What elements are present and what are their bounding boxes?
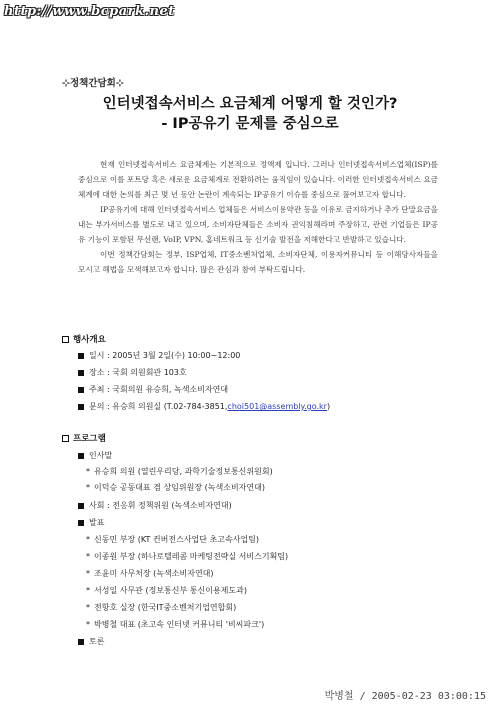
asterisk-icon: * (86, 552, 90, 561)
presenter-5-text: 전항호 실장 (한국IT중소벤처기업연합회) (94, 603, 237, 612)
greeting-speaker-1 (86, 466, 273, 477)
event-contact (78, 401, 330, 412)
square-bullet-icon (78, 387, 84, 393)
presenter-2 (86, 551, 288, 562)
square-bullet-icon (78, 404, 84, 410)
presenter-1-text: 신동민 부장 (KT 컨버전스사업단 초고속사업팀) (94, 535, 260, 544)
presenter-3-text: 조윤미 사무처장 (녹색소비자연대) (94, 569, 214, 578)
event-place-text: 장소 : 국회 의원회관 103호 (89, 368, 187, 377)
contact-suffix: ) (326, 402, 331, 411)
program-presentation (78, 517, 104, 528)
asterisk-icon: * (86, 603, 90, 612)
greeting-speaker-2-text: 이덕승 공동대표 겸 상임위원장 (녹색소비자연대) (94, 483, 265, 492)
presentation-label: 발표 (89, 518, 105, 527)
event-date-text: 일시 : 2005년 3월 2일(수) 10:00~12:00 (89, 351, 241, 360)
asterisk-icon: * (86, 483, 90, 492)
document-title: 인터넷접속서비스 요금체계 어떻게 할 것인가? (102, 96, 398, 112)
moderator-text: 사회 : 전응휘 정책위원 (녹색소비자연대) (89, 501, 232, 510)
asterisk-icon: * (86, 586, 90, 595)
greeting-label: 인사말 (89, 451, 113, 460)
event-section-heading (62, 333, 106, 345)
footer-author-timestamp: 박병철 / 2005-02-23 03:00:15 (324, 691, 486, 702)
event-place (78, 367, 187, 378)
asterisk-icon: * (86, 569, 90, 578)
event-heading-label: 행사개요 (73, 335, 106, 345)
program-moderator (78, 500, 232, 511)
presenter-6 (86, 619, 264, 630)
document-subtitle: - IP공유기 문제를 중심으로 (161, 116, 339, 132)
program-heading-label: 프로그램 (73, 434, 106, 444)
event-date (78, 350, 240, 361)
square-bullet-icon (78, 639, 84, 645)
square-bullet-icon (78, 503, 84, 509)
contact-prefix: 문의 : 유승희 의원실 (T.02-784-3851, (89, 402, 228, 411)
greeting-speaker-2 (86, 482, 265, 493)
discussion-label: 토론 (89, 637, 105, 646)
site-watermark: http://www.bcpark.net (4, 4, 175, 19)
asterisk-icon: * (86, 620, 90, 629)
checkbox-icon (62, 336, 69, 343)
program-section-heading (62, 432, 106, 444)
asterisk-icon: * (86, 535, 90, 544)
program-greeting (78, 450, 112, 461)
presenter-5 (86, 602, 236, 613)
presenter-4-text: 서성일 사무관 (정보통신부 통신이용제도과) (94, 586, 247, 595)
program-discussion (78, 636, 104, 647)
asterisk-icon: * (86, 467, 90, 476)
square-bullet-icon (78, 353, 84, 359)
intro-paragraph-1: 현재 인터넷접속서비스 요금체계는 기본적으로 정액제 입니다. 그러나 인터넷접속서비스업체(ISP)를 중심으로 이를 포트당 혹은 새로운 요금체계로 전환하려는 움직임이 있습니다. 이러한 인터넷접속서비스 요금체계에 대한 논의를 최근 몇 년 동안 논란이 계속되는 IP공유기 이슈를 중심으로 풀어보고자 합니다. (78, 160, 438, 199)
intro-paragraph-2: IP공유기에 대해 인터넷접속서비스 업체들은 서비스이용약관 등을 이유로 금지하거나 추가 단말요금을 내는 부가서비스를 별도로 내고 있으며, 소비자단체들은 소비자 권익침해라며 주장하고, 관련 기업들은 IP공유 기능이 포함된 무선랜, VoIP, VPN, 홈네트워크 등 신기술 발전을 저해한다고 반발하고 있습니다. (78, 205, 438, 244)
event-host-text: 주최 : 국회의원 유승희, 녹색소비자연대 (89, 385, 229, 394)
contact-email-link[interactable]: choi501@assembly.go.kr (227, 402, 327, 411)
square-bullet-icon (78, 370, 84, 376)
square-bullet-icon (78, 520, 84, 526)
intro-paragraph-3: 이번 정책간담회는 정부, ISP업체, IT중소벤처업체, 소비자단체, 이용자커뮤니티 등 이해당사자들을 모시고 해법을 모색해보고자 합니다. 많은 관심과 참여 부탁드립니다. (78, 250, 438, 274)
presenter-4 (86, 585, 247, 596)
square-bullet-icon (78, 453, 84, 459)
presenter-6-text: 박병철 대표 (초고속 인터넷 커뮤니티 '비씨파크') (94, 620, 265, 629)
greeting-speaker-1-text: 유승희 의원 (열린우리당, 과학기술정보통신위원회) (94, 467, 273, 476)
presenter-2-text: 이종원 부장 (하나로텔레콤 마케팅전략실 서비스기획팀) (94, 552, 289, 561)
intro-text (78, 157, 438, 277)
meeting-type-label: ⊹정책간담회⊹ (62, 78, 124, 89)
event-host (78, 384, 228, 395)
presenter-1 (86, 534, 259, 545)
presenter-3 (86, 568, 214, 579)
checkbox-icon (62, 435, 69, 442)
